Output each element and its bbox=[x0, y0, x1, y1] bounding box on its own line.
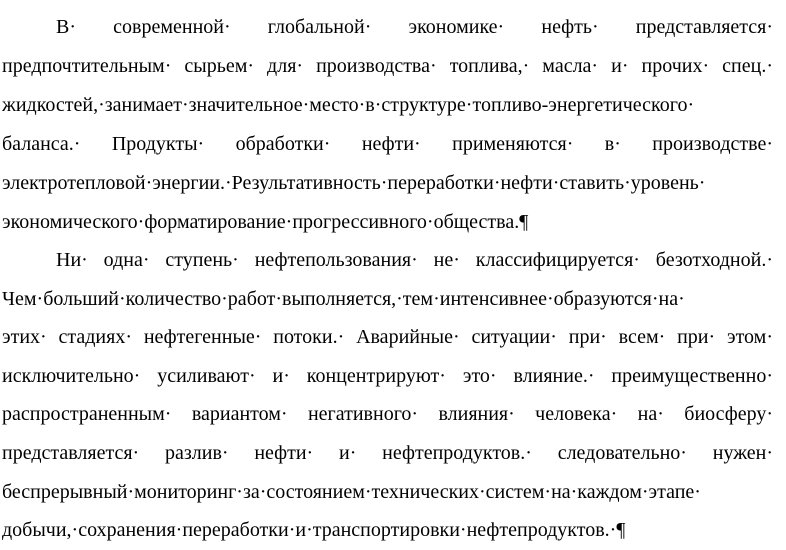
paragraph-line: добычи,·сохранения·переработки·и·транспортировки·нефтепродуктов.·¶ bbox=[2, 519, 626, 541]
paragraph-line: исключительно· усиливают· и· концентрируют· это· влияние.· преимущественно· bbox=[2, 365, 773, 387]
paragraph-line: беспрерывный·мониторинг·за·состоянием·технических·систем·на·каждом·этапе· bbox=[2, 481, 701, 503]
paragraph-line: экономического·форматирование·прогрессивного·общества.¶ bbox=[2, 211, 529, 233]
paragraph-line: В· современной· глобальной· экономике· нефть· представляется· bbox=[56, 16, 773, 38]
paragraph-line: электротепловой·энергии.·Результативность·переработки·нефти·ставить·уровень· bbox=[2, 172, 706, 194]
paragraph-line: предпочтительным· сырьем· для· производства· топлива,· масла· и· прочих· спец.· bbox=[2, 55, 773, 77]
paragraph-line: жидкостей,·занимает·значительное·место·в·структуре·топливо-энергетического· bbox=[2, 94, 695, 116]
paragraph-line: распространенным· вариантом· негативного· влияния· человека· на· биосферу· bbox=[2, 403, 773, 425]
paragraph-line: Чем·больший·количество·работ·выполняется,·тем·интенсивнее·образуются·на· bbox=[2, 288, 685, 310]
paragraph-line: Ни· одна· ступень· нефтепользования· не· классифицируется· безотходной.· bbox=[56, 249, 773, 271]
paragraph-line: баланса.· Продукты· обработки· нефти· применяются· в· производстве· bbox=[2, 133, 773, 155]
paragraph-line: представляется· разлив· нефти· и· нефтепродуктов.· следовательно· нужен· bbox=[2, 442, 773, 464]
paragraph-line: этих· стадиях· нефтегенные· потоки.· Аварийные· ситуации· при· всем· при· этом· bbox=[2, 326, 773, 348]
